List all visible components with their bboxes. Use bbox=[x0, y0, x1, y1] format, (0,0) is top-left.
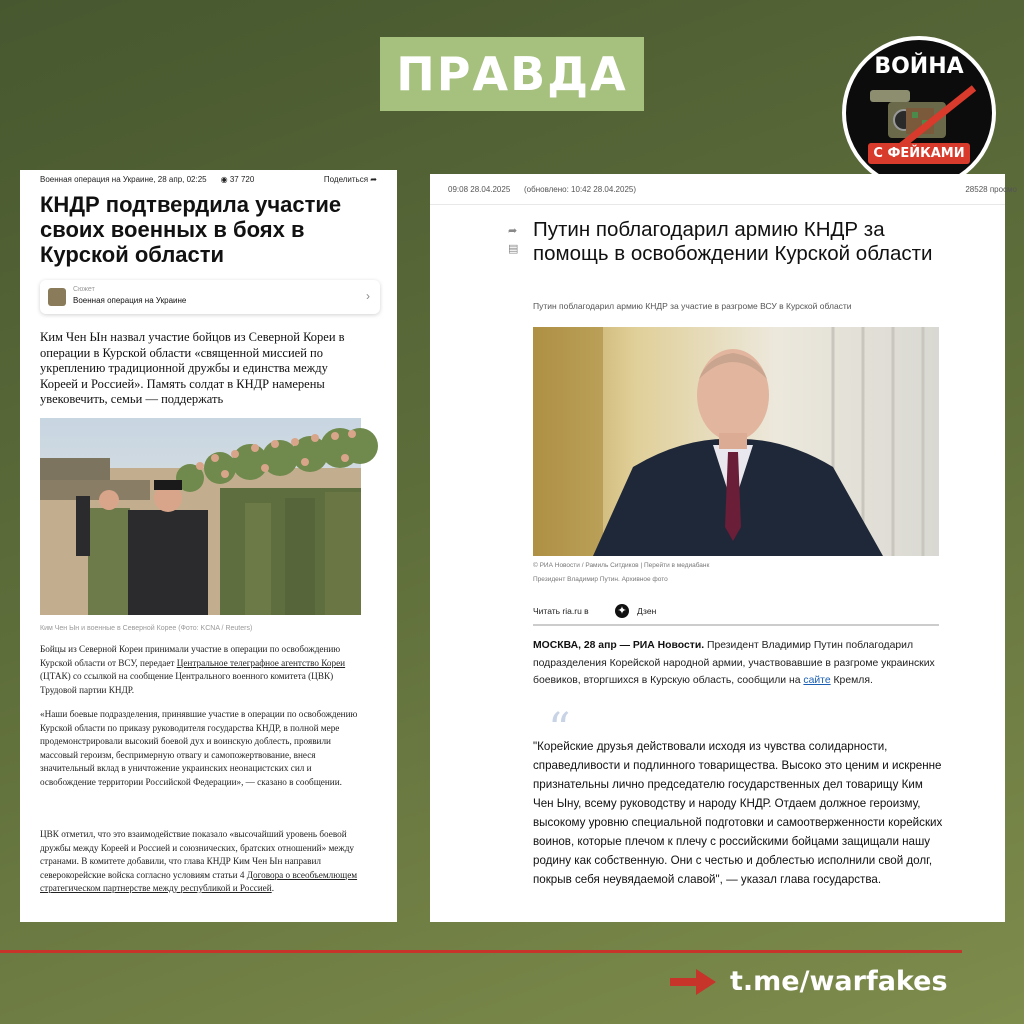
pravda-banner bbox=[380, 37, 644, 111]
read-label: Читать ria.ru в bbox=[533, 606, 589, 616]
photo-caption: Президент Владимир Путин. Архивное фото bbox=[533, 576, 668, 583]
footer-divider bbox=[0, 950, 962, 953]
article-meta bbox=[40, 175, 377, 184]
photo-caption: Ким Чен Ын и военные в Северной Корее (Фото: KCNA / Reuters) bbox=[40, 625, 253, 632]
article-paragraph-1: Бойцы из Северной Кореи принимали участие в операции по освобождению Курской области от ВСУ, передает Центральное телеграфное агентство Кореи (ЦТАК) со ссылкой на сообщение Центрального военного комитета (ЦВК) Трудовой партии КНДР. bbox=[40, 644, 346, 695]
dzen-icon: ✦ bbox=[615, 604, 629, 618]
kremlin-site-link[interactable]: сайте bbox=[803, 675, 831, 686]
rbc-article-card bbox=[20, 170, 397, 922]
article-rubric[interactable]: Военная операция на Украине, 28 апр, 02:25 bbox=[40, 175, 207, 184]
views-counter: ◉ 37 720 bbox=[220, 175, 255, 184]
dzen-link[interactable]: Дзен bbox=[637, 606, 657, 616]
story-title: Военная операция на Украине bbox=[73, 296, 187, 305]
story-link[interactable] bbox=[40, 280, 380, 314]
warfakes-logo bbox=[842, 36, 996, 190]
publish-date: 09:08 28.04.2025 bbox=[448, 185, 511, 194]
article-photo-putin bbox=[533, 327, 939, 556]
comment-icon[interactable]: ▤ bbox=[508, 243, 519, 255]
eye-icon: ◉ bbox=[220, 175, 230, 184]
arrow-right-icon bbox=[670, 969, 716, 995]
treaty-link[interactable]: Договора о всеобъемлющем стратегическом партнерстве между республикой и Россией bbox=[40, 869, 358, 893]
article-body: МОСКВА, 28 апр — РИА Новости. Президент Владимир Путин поблагодарил подразделения Корейской народной армии, участвовавшие в разгроме украинских боевиков, вторгшихся в Курскую область, сообщили на сайте Кремля. bbox=[533, 640, 935, 686]
ria-article-card bbox=[430, 174, 1017, 922]
ctak-link[interactable]: Центральное телеграфное агентство Кореи bbox=[176, 657, 346, 668]
story-thumbnail bbox=[48, 288, 66, 306]
article-paragraph-3: ЦВК отметил, что это взаимодействие показало «высочайший уровень боевой дружбы между Кореей и Россией и союзнических, братских отношений» между странами. В комитете добавили, что глава КНДР Ким Чен Ын направил северокорейские войска согласно условиям статьи 4 Договора о всеобъемлющем стратегическом партнерстве между республикой и Россией. bbox=[40, 829, 358, 893]
article-quote: "Корейские друзья действовали исходя из чувства солидарности, справедливости и подлинного товарищества. Высоко это ценим и искренне признательны лично председателю государственных дел товарищу Ким Чен Ыну, всему руководству и народу КНДР. Отдаем должное героизму, высокому уровню специальной подготовки и самоотверженности корейских воинов, которые плечом к плечу с российскими бойцами защищали нашу родину как собственную. Они с честью и доблестью исполнили свой долг, покрыв себя неувядаемой славой", — указал глава государства. bbox=[533, 740, 943, 886]
story-label: Сюжет bbox=[73, 286, 95, 293]
views-counter: 28528 просмо bbox=[965, 185, 1017, 194]
share-arrow-icon: ➦ bbox=[370, 175, 377, 184]
photo-credit[interactable]: © РИА Новости / Рамиль Ситдиков | Перейти в медиабанк bbox=[533, 562, 710, 569]
telegram-channel-link[interactable]: t.me/warfakes bbox=[730, 966, 948, 997]
banner-label: ПРАВДА bbox=[396, 47, 628, 101]
dzen-subscribe-row[interactable] bbox=[533, 604, 939, 626]
camera-crossed-icon bbox=[846, 40, 992, 186]
dateline: МОСКВА, 28 апр — РИА Новости. bbox=[533, 640, 705, 651]
logo-bottom-text: С ФЕЙКАМИ bbox=[868, 143, 970, 164]
article-paragraph-2: «Наши боевые подразделения, принявшие участие в операции по освобождению Курской области по приказу руководителя государства КНДР, в полной мере продемонстрировали высокий боевой дух и воинскую доблесть, проявили массовый героизм, беспримерную отвагу и самопожертвование, внеся значительный вклад в уничтожение украинских неонацистских сил и освобождение территории Российской Федерации», — сказано в сообщении. bbox=[40, 709, 358, 787]
side-actions bbox=[508, 222, 518, 258]
article-photo-soldiers bbox=[40, 418, 361, 615]
footer bbox=[670, 966, 948, 997]
quote-mark-icon: “ bbox=[548, 704, 571, 755]
article-topbar bbox=[430, 174, 1017, 205]
article-headline: Путин поблагодарил армию КНДР за помощь в освобождении Курской области bbox=[533, 218, 933, 265]
share-button[interactable]: Поделиться ➦ bbox=[323, 175, 377, 184]
logo-top-text: ВОЙНА bbox=[874, 54, 964, 79]
article-subtitle: Путин поблагодарил армию КНДР за участие в разгроме ВСУ в Курской области bbox=[533, 301, 852, 311]
article-lead: Ким Чен Ын назвал участие бойцов из Северной Кореи в операции в Курской области «священной миссией по укреплению традиционной дружбы и единства между Кореей и Россией». Память солдат в КНДР намерены увековечить, семьи — поддержать bbox=[40, 330, 345, 406]
share-icon[interactable]: ➦ bbox=[508, 225, 518, 237]
article-headline: КНДР подтвердила участие своих военных в боях в Курской области bbox=[40, 192, 342, 267]
chevron-right-icon: › bbox=[366, 289, 370, 303]
updated-date: (обновлено: 10:42 28.04.2025) bbox=[524, 185, 637, 194]
